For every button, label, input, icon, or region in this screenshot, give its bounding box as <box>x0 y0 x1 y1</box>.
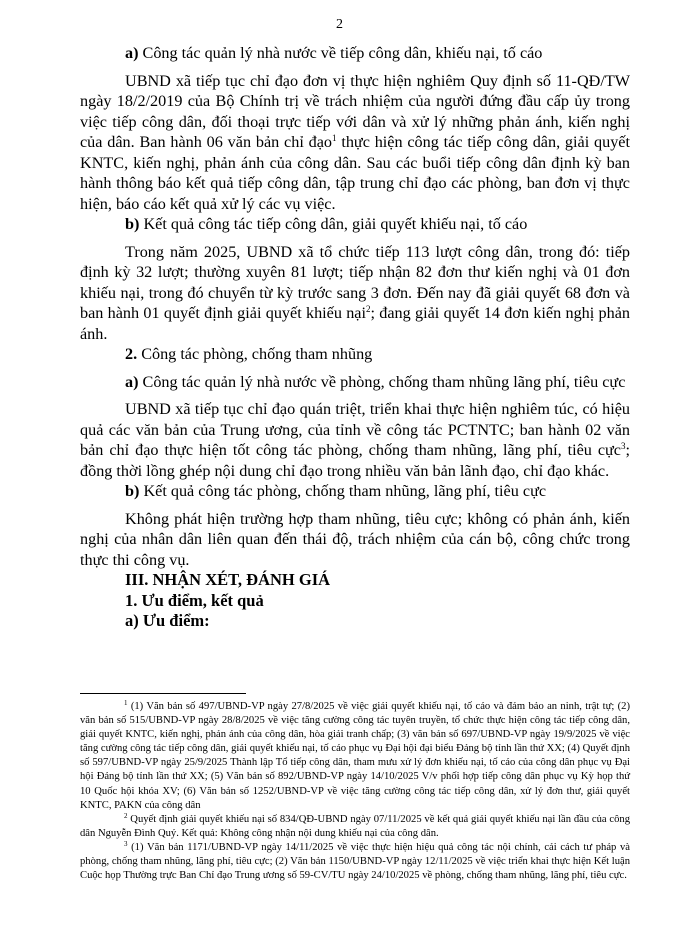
footnote-ref-1[interactable]: 1 <box>332 133 337 143</box>
footnotes <box>80 700 630 883</box>
paragraph-text: ; đồng thời lồng ghép nội dung chỉ đạo trong nhiều văn bản lãnh đạo, chỉ đạo khác. <box>80 441 630 480</box>
footnote-number: 1 <box>124 699 128 707</box>
footnote-3 <box>80 841 630 883</box>
page-number: 2 <box>336 17 343 32</box>
paragraph-text: UBND xã tiếp tục chỉ đạo quán triệt, triển khai thực hiện nghiêm túc, có hiệu quả các văn bản của Trung ương, của tỉnh về công tác PCTNTC; ban hành 02 văn bản chỉ đạo thực hiện tốt công tác phòng, chống tham nhũng, lãng phí, tiêu cực <box>80 400 630 459</box>
footnote-separator <box>80 693 246 694</box>
paragraph-2a <box>80 399 630 481</box>
paragraph-text: ; đang giải quyết 14 đơn kiến nghị phản ánh. <box>80 304 630 343</box>
footnote-ref-2[interactable]: 2 <box>366 304 371 314</box>
heading-2-label: 2. <box>125 345 138 363</box>
heading-2b-title: Kết quả công tác phòng, chống tham nhũng, lãng phí, tiêu cực <box>139 482 547 500</box>
paragraph-2b: Không phát hiện trường hợp tham nhũng, tiêu cực; không có phản ánh, kiến nghị của nhân dân liên quan đến thái độ, trách nhiệm của cán bộ, công chức trong thực thi công vụ. <box>80 509 630 569</box>
paragraph-text: Trong năm 2025, UBND xã tổ chức tiếp 113 lượt công dân, trong đó: tiếp định kỳ 32 lượt; thường xuyên 81 lượt; tiếp nhận 82 đơn thư kiến nghị và 01 đơn khiếu nại, trong đó chuyển từ kỳ trước sang 3 đơn. Đến nay đã giải quyết 68 đơn và ban hành 01 quyết định giải quyết khiếu nại <box>80 242 630 322</box>
footnote-1 <box>80 700 630 813</box>
heading-2a <box>80 372 630 393</box>
footnote-text: (1) Văn bản 1171/UBND-VP ngày 14/11/2025 về việc thực hiện hiệu quả công tác nội chính, cải cách tư pháp và phòng, chống tham nhũng, lãng phí, tiêu cực; (2) Văn bản 1150/UBND-VP ngày 12/11/2025 về việc triển khai thực hiện Kết luận Cuộc họp Thường trực Ban Chỉ đạo Trung ương số 59-CV/TU ngày 24/10/2025 về phòng, chống tham nhũng, lãng phí, tiêu cực. <box>80 841 630 882</box>
footnote-ref-3[interactable]: 3 <box>621 441 626 451</box>
footnote-number: 3 <box>124 839 128 848</box>
heading-2a-label: a) <box>125 372 139 391</box>
heading-1a-title: Công tác quản lý nhà nước về tiếp công dân, khiếu nại, tố cáo <box>138 44 543 62</box>
heading-section-iii: III. NHẬN XÉT, ĐÁNH GIÁ <box>125 570 331 589</box>
footnote-text: (1) Văn bản số 497/UBND-VP ngày 27/8/2025 về việc giải quyết khiếu nại, tố cáo và đảm bảo an ninh, trật tự; (2) văn bản số 515/UBND-VP ngày 28/8/2025 về việc tăng cường công tác tuyên truyền, tổ chức thực hiện công tác tiếp công dân, giải quyết KNTC, kiến nghị, phản ánh của công dân, hòa giải tranh chấp; (3) văn bản số 697/UBND-VP ngày 19/9/2025 về việc tăng cường công tác tiếp công dân, giải quyết khiếu nại, tố cáo phục vụ Đại hội đại biểu Đảng bộ tỉnh lần thứ XX; (4) Quyết định số 597/UBND-VP ngày 25/9/2025 Thành lập Tổ tiếp công dân, tham mưu xử lý đơn khiếu nại, tố cáo của công dân phục vụ Đại hội Đảng bộ tỉnh lần thứ XX; (5) Văn bản số 892/UBND-VP ngày 14/10/2025 V/v phối hợp tiếp công dân phục vụ Kỳ họp thứ 10 Quốc hội khóa XV; (6) Văn bản số 1252/UBND-VP về việc tăng cường công tác tiếp công dân, xử lý đơn thư, giải quyết KNTC, PAKN của công dân <box>80 701 630 811</box>
heading-1a <box>80 43 630 64</box>
heading-2b <box>80 481 630 502</box>
paragraph-text: UBND xã tiếp tục chỉ đạo đơn vị thực hiện nghiêm Quy định số 11-QĐ/TW ngày 18/2/2019 của Bộ Chính trị về trách nhiệm của người đứng đầu cấp ủy trong việc tiếp công dân, đối thoại trực tiếp với dân và xử lý những phản ánh, kiến nghị của dân. Ban hành 06 văn bản chỉ đạo <box>80 71 630 151</box>
heading-3-1a: a) Ưu điểm: <box>125 611 210 630</box>
paragraph-1a <box>80 71 630 215</box>
document-body <box>80 43 630 632</box>
footnote-text: Quyết định giải quyết khiếu nại số 834/QĐ-UBND ngày 07/11/2025 về kết quả giải quyết khiếu nại lần đầu của công dân Nguyễn Đình Quý. Kết quả: Không công nhận nội dung khiếu nại của công dân. <box>80 813 630 839</box>
paragraph-text: thực hiện công tác tiếp công dân, giải quyết KNTC, kiến nghị, phản ánh của công dân. Sau các buổi tiếp công dân định kỳ ban hành thông báo kết quả tiếp công dân, tập trung chỉ đạo các phòng, ban đơn vị thực hiện, báo cáo kết quả xử lý các vụ việc. <box>80 133 630 213</box>
heading-2-title: Công tác phòng, chống tham nhũng <box>137 345 373 363</box>
heading-3-1: 1. Ưu điểm, kết quả <box>125 590 264 610</box>
heading-2b-label: b) <box>125 482 140 500</box>
heading-1b <box>80 214 630 235</box>
footnote-2 <box>80 813 630 841</box>
footnote-number: 2 <box>124 811 128 820</box>
heading-2 <box>80 344 630 365</box>
heading-1a-label: a) <box>125 44 139 62</box>
heading-1b-label: b) <box>125 215 140 233</box>
heading-2a-title: Công tác quản lý nhà nước về phòng, chống tham nhũng lãng phí, tiêu cực <box>138 372 626 391</box>
heading-1b-title: Kết quả công tác tiếp công dân, giải quyết khiếu nại, tố cáo <box>139 215 528 233</box>
paragraph-1b <box>80 242 630 345</box>
